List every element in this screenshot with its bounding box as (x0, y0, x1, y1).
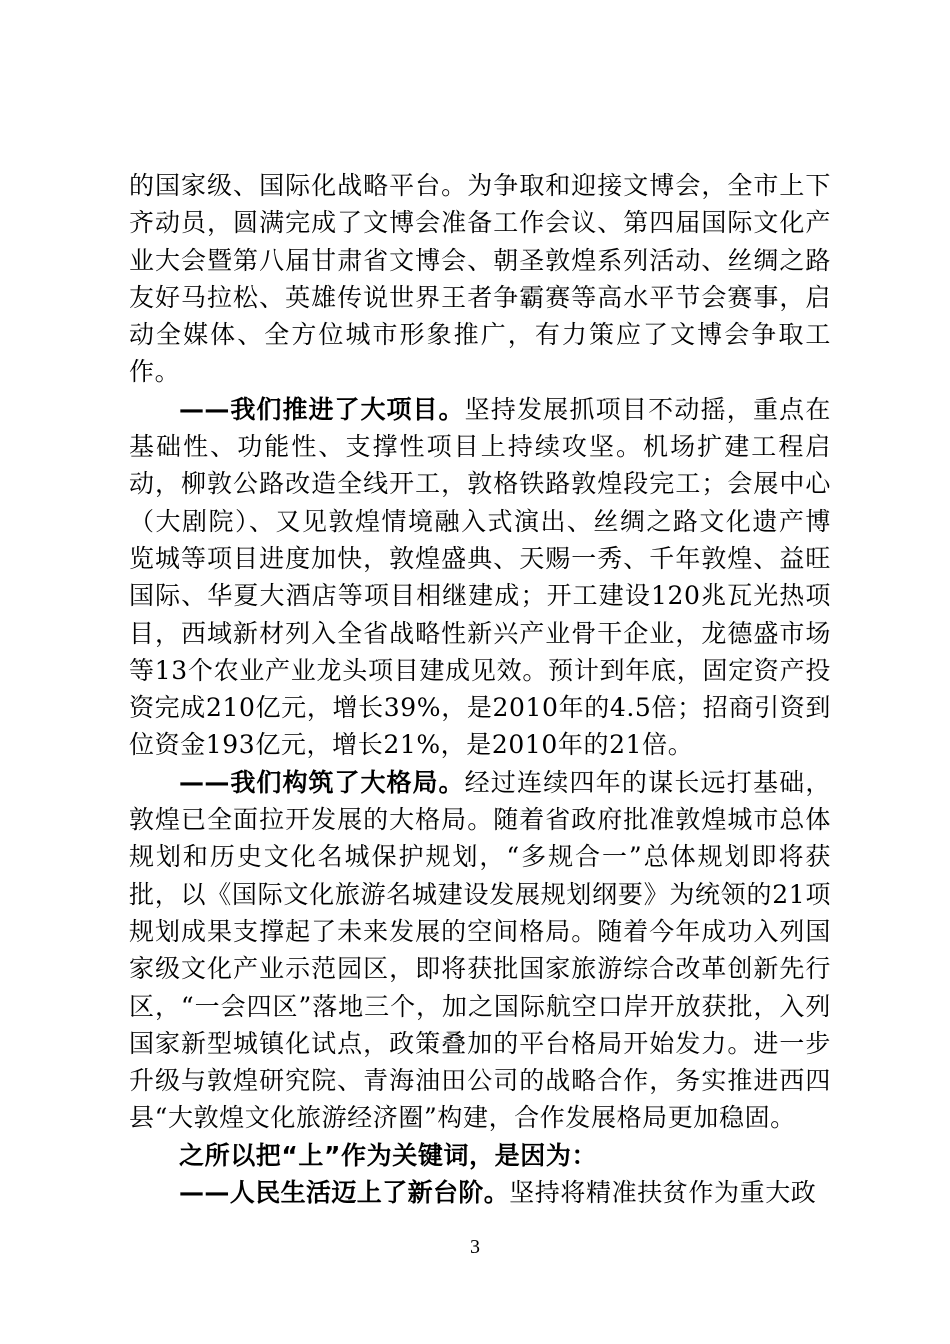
paragraph-text: 坚持发展抓项目不动摇，重点在基础性、功能性、支撑性项目上持续攻坚。机场扩建工程启动，柳敦公路改造全线开工，敦格铁路敦煌段完工；会展中心（大剧院）、又见敦煌情境融入式演出、丝绸之路文化遗产博览城等项目进度加快，敦煌盛典、天赐一秀、千年敦煌、益旺国际、华夏大酒店等项目相继建成；开工建设120兆瓦光热项目，西域新材列入全省战略性新兴产业骨干企业，龙德盛市场等13个农业产业龙头项目建成见效。预计到年底，固定资产投资完成210亿元，增长39%，是2010年的4.5倍；招商引资到位资金193亿元，增长21%，是2010年的21倍。 (129, 394, 831, 760)
paragraph-development-pattern (129, 764, 831, 1137)
paragraph-text: 的国家级、国际化战略平台。为争取和迎接文博会，全市上下齐动员，圆满完成了文博会准备工作会议、第四届国际文化产业大会暨第八届甘肃省文博会、朝圣敦煌系列活动、丝绸之路友好马拉松、英雄传说世界王者争霸赛等高水平节会赛事，启动全媒体、全方位城市形象推广，有力策应了文博会争取工作。 (129, 171, 831, 387)
page-number: 3 (470, 1236, 480, 1258)
paragraph-text: 坚持将精准扶贫作为重大政 (509, 1178, 817, 1208)
body-text (129, 167, 831, 1211)
paragraph-lead-heading: ——我们推进了大项目。 (179, 394, 465, 424)
paragraph-living-standards (129, 1174, 831, 1211)
paragraph-platform-continuation (129, 167, 831, 391)
paragraph-major-projects (129, 391, 831, 764)
paragraph-text: 经过连续四年的谋长远打基础，敦煌已全面拉开发展的大格局。随着省政府批准敦煌城市总体规划和历史文化名城保护规划，“多规合一”总体规划即将获批，以《国际文化旅游名城建设发展规划纲要》为统领的21项规划成果支撑起了未来发展的空间格局。随着今年成功入列国家级文化产业示范园区，即将获批国家旅游综合改革创新先行区，“一会四区”落地三个，加之国际航空口岸开放获批，入列国家新型城镇化试点，政策叠加的平台格局开始发力。进一步升级与敦煌研究院、青海油田公司的战略合作，务实推进西四县“大敦煌文化旅游经济圈”构建，合作发展格局更加稳固。 (129, 767, 831, 1133)
paragraph-text: 之所以把“上”作为关键词，是因为： (179, 1140, 598, 1170)
paragraph-lead-heading: ——人民生活迈上了新台阶。 (179, 1178, 510, 1208)
paragraph-lead-heading: ——我们构筑了大格局。 (179, 767, 465, 797)
paragraph-keyword-reason (129, 1137, 831, 1174)
